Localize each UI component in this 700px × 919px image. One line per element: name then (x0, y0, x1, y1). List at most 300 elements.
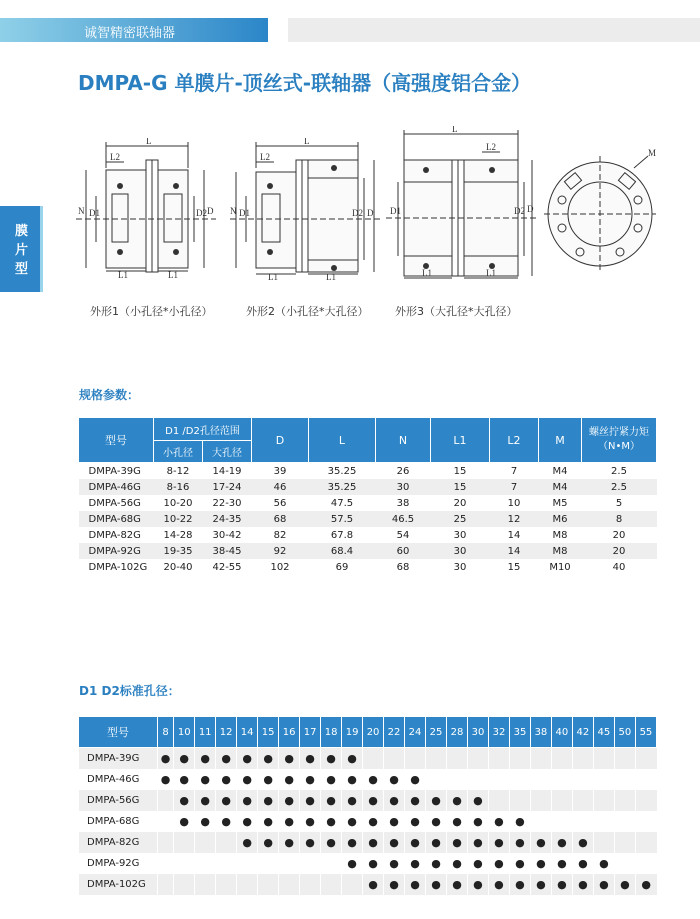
spec-cell: 25 (431, 511, 490, 527)
bore-cell (216, 811, 237, 832)
availability-dot: ● (221, 794, 231, 807)
spec-cell: 67.8 (330, 529, 354, 541)
availability-dot: ● (347, 836, 357, 849)
bore-cell (572, 811, 593, 832)
availability-dot: ● (557, 878, 567, 891)
availability-dot: ● (473, 857, 483, 870)
bore-cell (237, 811, 258, 832)
availability-dot: ● (599, 878, 609, 891)
side-tab[interactable] (0, 206, 43, 292)
caption-shape-2: 外形2（小孔径*大孔径） (246, 305, 369, 318)
spec-cell: 15 (431, 479, 490, 495)
bore-cell (551, 790, 572, 811)
bore-cell (509, 790, 530, 811)
bore-size-header: 28 (447, 717, 468, 748)
bore-cell (174, 874, 195, 895)
bore-size-header: 11 (195, 717, 216, 748)
caption-shape-1: 外形1（小孔径*小孔径） (90, 305, 213, 318)
spec-cell: 92 (252, 543, 309, 559)
spec-cell: 22-30 (212, 497, 242, 509)
availability-dot: ● (620, 878, 630, 891)
model-cell: DMPA-92G (79, 543, 154, 559)
spec-cell: 10 (507, 497, 521, 509)
bore-cell (447, 811, 468, 832)
model-cell: DMPA-46G (79, 769, 158, 790)
availability-dot: ● (431, 815, 441, 828)
bore-cell (174, 811, 195, 832)
bore-cell (279, 832, 300, 853)
model-cell: DMPA-102G (88, 561, 148, 573)
bore-cell (467, 769, 488, 790)
spec-cell: 26 (396, 465, 410, 477)
bore-cell (174, 748, 195, 770)
availability-dot: ● (452, 857, 462, 870)
availability-dot: ● (200, 794, 210, 807)
bore-cell (635, 874, 656, 895)
spec-cell: 82 (273, 529, 287, 541)
availability-dot: ● (536, 857, 546, 870)
availability-dot: ● (221, 815, 231, 828)
bore-cell (363, 748, 384, 770)
spec-cell: 57.5 (309, 511, 376, 527)
bore-cell (158, 874, 174, 895)
spec-cell: 14-19 (212, 465, 242, 477)
availability-dot: ● (515, 836, 525, 849)
availability-dot: ● (389, 857, 399, 870)
spec-cell: 38 (396, 497, 410, 509)
availability-dot: ● (410, 815, 420, 828)
spec-row (79, 463, 657, 480)
spec-cell: 14 (490, 543, 539, 559)
bore-table (78, 716, 657, 895)
availability-dot: ● (368, 836, 378, 849)
spec-cell: 102 (270, 561, 290, 573)
spec-cell: 30 (376, 479, 431, 495)
bore-cell (342, 874, 363, 895)
bore-cell (216, 853, 237, 874)
bore-cell (258, 748, 279, 770)
drawing-shape-2 (230, 138, 380, 280)
bore-cell (635, 811, 656, 832)
bore-cell (530, 832, 551, 853)
label-L: L (304, 138, 310, 146)
availability-dot: ● (473, 815, 483, 828)
label-L2: L2 (110, 152, 120, 162)
bore-cell (426, 748, 447, 770)
availability-dot: ● (160, 752, 171, 765)
bore-cell (300, 853, 321, 874)
bore-cell (342, 853, 363, 874)
availability-dot: ● (326, 773, 336, 786)
col-L: L (309, 418, 376, 463)
bore-cell (342, 790, 363, 811)
availability-dot: ● (242, 752, 252, 765)
bore-cell (258, 853, 279, 874)
bore-cell (551, 769, 572, 790)
availability-dot: ● (160, 773, 171, 786)
spec-cell: 38-45 (203, 543, 252, 559)
bore-row (79, 790, 657, 811)
spec-cell: 68 (252, 511, 309, 527)
availability-dot: ● (452, 878, 462, 891)
availability-dot: ● (179, 773, 189, 786)
bore-size-header: 15 (258, 717, 279, 748)
spec-row (79, 543, 657, 559)
spec-row (79, 479, 657, 495)
bore-cell (551, 811, 572, 832)
bore-cell (195, 748, 216, 770)
bore-cell (384, 853, 405, 874)
col-D: D (252, 418, 309, 463)
bore-size-header: 38 (530, 717, 551, 748)
spec-cell: 20 (453, 497, 467, 509)
bore-cell (593, 832, 614, 853)
label-L1: L1 (422, 268, 432, 278)
availability-dot: ● (515, 857, 525, 870)
bore-cell (216, 832, 237, 853)
bore-cell (342, 811, 363, 832)
spec-cell: 2.5 (611, 465, 627, 477)
label-L1: L1 (118, 270, 128, 280)
bore-size-header: 32 (488, 717, 509, 748)
drawing-end-view (544, 144, 666, 274)
bore-cell (426, 790, 447, 811)
bore-cell (614, 790, 635, 811)
availability-dot: ● (578, 836, 588, 849)
availability-dot: ● (200, 752, 210, 765)
spec-cell: 30 (453, 561, 467, 573)
label-L: L (452, 126, 458, 134)
availability-dot: ● (368, 878, 378, 891)
bore-cell (300, 811, 321, 832)
bore-cell (635, 853, 656, 874)
label-L: L (146, 138, 152, 146)
bore-row (79, 811, 657, 832)
bore-cell (342, 769, 363, 790)
spec-cell: 20 (612, 529, 626, 541)
availability-dot: ● (536, 836, 546, 849)
bore-row (79, 874, 657, 895)
availability-dot: ● (242, 836, 252, 849)
availability-dot: ● (284, 815, 294, 828)
availability-dot: ● (284, 752, 294, 765)
col-N: N (376, 418, 431, 463)
availability-dot: ● (431, 878, 441, 891)
bore-cell (593, 874, 614, 895)
availability-dot: ● (305, 815, 315, 828)
model-cell: DMPA-56G (88, 497, 141, 509)
availability-dot: ● (347, 752, 357, 765)
spec-cell: 8-12 (166, 465, 190, 477)
model-cell: DMPA-68G (79, 511, 154, 527)
bore-cell (593, 790, 614, 811)
spec-cell: 47.5 (330, 497, 354, 509)
label-D2: D2 (514, 206, 525, 216)
spec-cell: 19-35 (154, 543, 203, 559)
bore-cell (488, 874, 509, 895)
caption-shape-3: 外形3（大孔径*大孔径） (395, 305, 518, 318)
bore-cell (447, 769, 468, 790)
availability-dot: ● (410, 878, 420, 891)
bore-cell (467, 790, 488, 811)
availability-dot: ● (242, 773, 252, 786)
model-cell: DMPA-46G (79, 479, 154, 495)
spec-cell: 24-35 (203, 511, 252, 527)
bore-cell (237, 769, 258, 790)
bore-cell (530, 853, 551, 874)
bore-cell (551, 853, 572, 874)
model-cell: DMPA-39G (79, 748, 158, 770)
bore-section-title: D1 D2标准孔径： (79, 684, 180, 698)
spec-cell: 8 (582, 511, 657, 527)
bore-cell (635, 790, 656, 811)
bore-cell (216, 790, 237, 811)
bore-row (79, 832, 657, 853)
availability-dot: ● (284, 836, 294, 849)
bore-cell (405, 748, 426, 770)
bore-cell (300, 874, 321, 895)
col-bore-range: D1 /D2孔径范围 (154, 418, 252, 441)
availability-dot: ● (410, 857, 420, 870)
availability-dot: ● (305, 836, 315, 849)
availability-dot: ● (305, 752, 315, 765)
bore-cell (614, 832, 635, 853)
bore-cell (635, 769, 656, 790)
bore-cell (279, 874, 300, 895)
bore-row (79, 769, 657, 790)
bore-cell (530, 790, 551, 811)
bore-cell (447, 748, 468, 770)
bore-cell (158, 790, 174, 811)
availability-dot: ● (452, 815, 462, 828)
spec-cell: M5 (552, 497, 568, 509)
bore-cell (572, 790, 593, 811)
drawing-shape-1 (76, 138, 216, 280)
availability-dot: ● (326, 794, 336, 807)
bore-cell (300, 748, 321, 770)
bore-cell (614, 748, 635, 770)
bore-cell (384, 811, 405, 832)
spec-cell: M8 (552, 529, 568, 541)
availability-dot: ● (305, 794, 315, 807)
bore-cell (614, 874, 635, 895)
torque-unit: （N•M） (597, 441, 640, 452)
bore-cell (551, 874, 572, 895)
bore-cell (279, 853, 300, 874)
spec-cell: 15 (507, 561, 521, 573)
bore-cell (321, 853, 342, 874)
col-M: M (539, 418, 582, 463)
bore-cell (174, 769, 195, 790)
bore-cell (279, 769, 300, 790)
spec-cell: 20-40 (163, 561, 193, 573)
availability-dot: ● (347, 773, 357, 786)
spec-cell: 68 (396, 561, 410, 573)
bore-cell (593, 853, 614, 874)
bore-cell (363, 853, 384, 874)
spec-row (79, 511, 657, 527)
bore-cell (321, 748, 342, 770)
bore-cell (447, 832, 468, 853)
availability-dot: ● (284, 794, 294, 807)
spec-cell: 10-22 (154, 511, 203, 527)
bore-cell (300, 790, 321, 811)
bore-cell (447, 874, 468, 895)
availability-dot: ● (368, 815, 378, 828)
bore-cell (405, 811, 426, 832)
col-L2: L2 (490, 418, 539, 463)
bore-cell (237, 790, 258, 811)
label-N: N (230, 206, 237, 216)
bore-cell (237, 853, 258, 874)
spec-cell: 14 (507, 529, 521, 541)
bore-cell (363, 769, 384, 790)
bore-cell (509, 748, 530, 770)
bore-cell (363, 811, 384, 832)
spec-cell: 7 (490, 479, 539, 495)
availability-dot: ● (179, 815, 189, 828)
bore-cell (258, 832, 279, 853)
spec-cell: 10-20 (163, 497, 193, 509)
torque-label: 螺丝拧紧力矩 (589, 427, 649, 438)
availability-dot: ● (494, 815, 504, 828)
spec-cell: 35.25 (309, 479, 376, 495)
availability-dot: ● (557, 836, 567, 849)
availability-dot: ● (578, 878, 588, 891)
label-D: D (527, 204, 534, 214)
availability-dot: ● (368, 857, 378, 870)
bore-cell (174, 790, 195, 811)
bore-cell (279, 748, 300, 770)
bore-cell (530, 748, 551, 770)
header-bar (0, 18, 268, 42)
spec-cell: 54 (396, 529, 410, 541)
spec-cell: 14-28 (163, 529, 193, 541)
bore-cell (279, 790, 300, 811)
availability-dot: ● (473, 794, 483, 807)
bore-cell (530, 811, 551, 832)
side-tab-char: 型 (14, 262, 28, 277)
spec-cell: 46 (252, 479, 309, 495)
bore-size-header: 50 (614, 717, 635, 748)
bore-cell (405, 790, 426, 811)
bore-cell (405, 853, 426, 874)
model-cell: DMPA-102G (79, 874, 158, 895)
bore-cell (614, 769, 635, 790)
col-L1: L1 (431, 418, 490, 463)
bore-cell (258, 790, 279, 811)
bore-cell (363, 790, 384, 811)
label-L1: L1 (486, 268, 496, 278)
bore-size-header: 12 (216, 717, 237, 748)
bore-cell (321, 832, 342, 853)
availability-dot: ● (347, 794, 357, 807)
spec-cell: 69 (335, 561, 349, 573)
spec-cell: M6 (539, 511, 582, 527)
availability-dot: ● (221, 773, 231, 786)
bore-cell (158, 853, 174, 874)
availability-dot: ● (452, 836, 462, 849)
spec-cell: 39 (273, 465, 287, 477)
availability-dot: ● (473, 836, 483, 849)
availability-dot: ● (326, 752, 336, 765)
bore-cell (363, 832, 384, 853)
bore-cell (195, 811, 216, 832)
availability-dot: ● (431, 794, 441, 807)
bore-cell (258, 769, 279, 790)
availability-dot: ● (389, 815, 399, 828)
bore-cell (509, 769, 530, 790)
bore-cell (635, 748, 656, 770)
spec-cell: 35.25 (327, 465, 357, 477)
bore-cell (195, 790, 216, 811)
spec-cell: 12 (490, 511, 539, 527)
availability-dot: ● (599, 857, 609, 870)
label-L1: L1 (268, 272, 278, 280)
bore-cell (593, 769, 614, 790)
bore-size-header: 19 (342, 717, 363, 748)
label-D1: D1 (390, 206, 401, 216)
spec-cell: M4 (552, 465, 568, 477)
availability-dot: ● (200, 773, 210, 786)
bore-cell (300, 832, 321, 853)
drawing-shape-3 (386, 126, 536, 282)
label-L2: L2 (260, 152, 270, 162)
bore-size-header: 35 (509, 717, 530, 748)
bore-cell (447, 790, 468, 811)
bore-cell (614, 811, 635, 832)
bore-cell (572, 853, 593, 874)
availability-dot: ● (473, 878, 483, 891)
bore-cell (635, 832, 656, 853)
col-large-bore: 大孔径 (203, 441, 252, 463)
availability-dot: ● (494, 836, 504, 849)
bore-size-header: 25 (426, 717, 447, 748)
bore-cell (488, 769, 509, 790)
spec-cell: 20 (582, 543, 657, 559)
availability-dot: ● (200, 815, 210, 828)
availability-dot: ● (515, 815, 525, 828)
label-L2: L2 (486, 142, 496, 152)
bore-cell (384, 874, 405, 895)
availability-dot: ● (263, 836, 273, 849)
bore-cell (258, 874, 279, 895)
bore-cell (321, 769, 342, 790)
availability-dot: ● (410, 794, 420, 807)
bore-cell (342, 748, 363, 770)
bore-cell (405, 874, 426, 895)
bore-cell (300, 769, 321, 790)
availability-dot: ● (431, 857, 441, 870)
availability-dot: ● (494, 857, 504, 870)
bore-cell (384, 769, 405, 790)
availability-dot: ● (431, 836, 441, 849)
spec-cell: 56 (273, 497, 287, 509)
bore-cell (363, 874, 384, 895)
model-cell: DMPA-82G (88, 529, 141, 541)
bore-cell (426, 769, 447, 790)
availability-dot: ● (263, 794, 273, 807)
availability-dot: ● (557, 857, 567, 870)
spec-cell: 5 (615, 497, 623, 509)
availability-dot: ● (389, 794, 399, 807)
bore-cell (174, 853, 195, 874)
availability-dot: ● (536, 878, 546, 891)
spec-row (79, 527, 657, 543)
col-model: 型号 (79, 418, 154, 463)
label-N: N (78, 206, 85, 216)
spec-cell: 60 (376, 543, 431, 559)
